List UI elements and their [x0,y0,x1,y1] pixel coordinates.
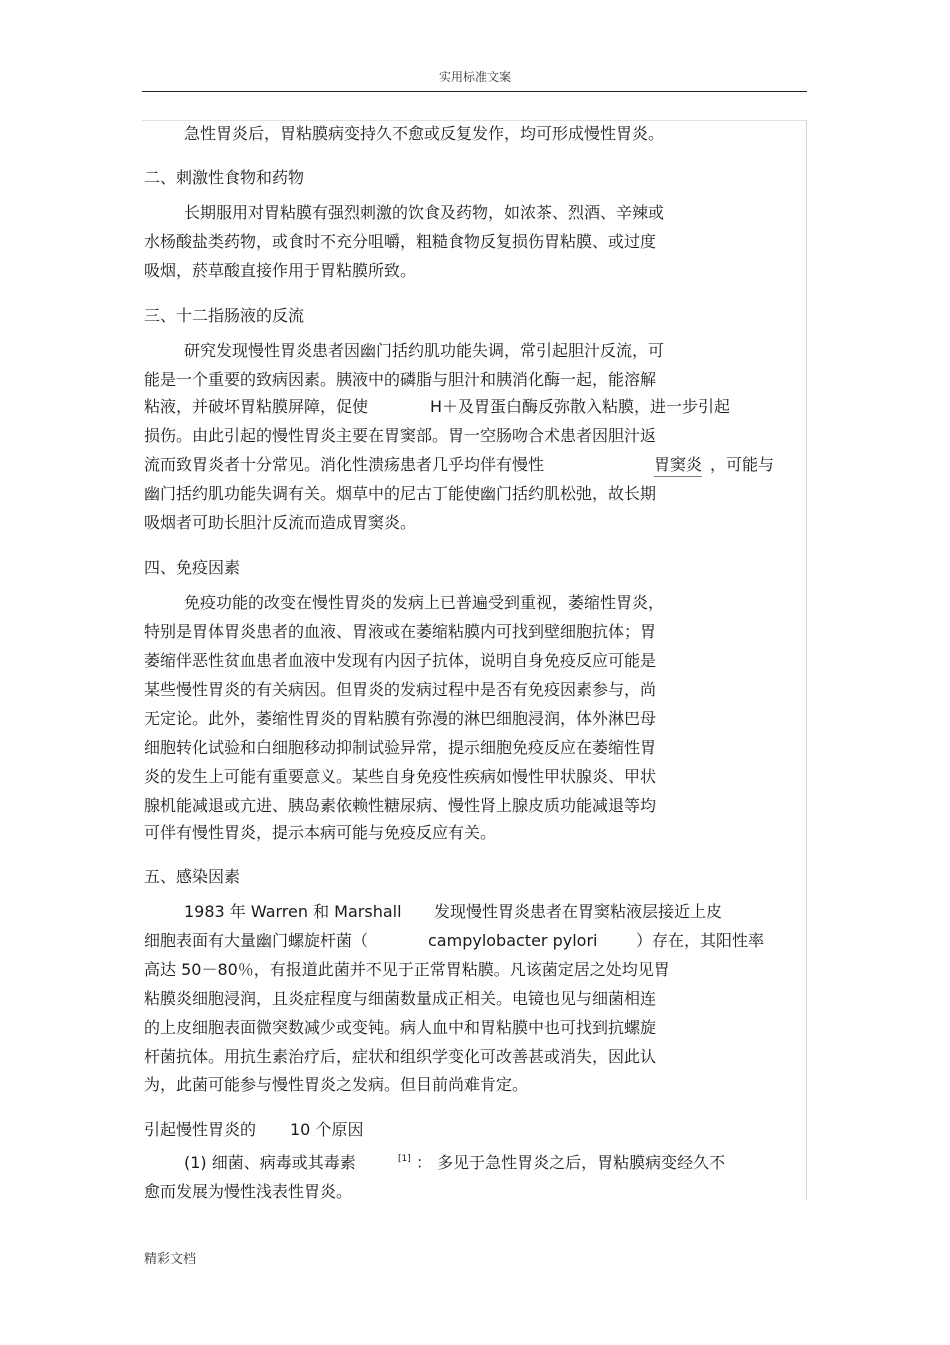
section-heading-irritants: 二、刺激性食物和药物 [144,168,305,187]
gastric-antritis-link[interactable]: 胃窦炎 [654,455,702,477]
text-segment: ： 多见于急性胃炎之后，胃粘膜病变经久不 [416,1153,726,1172]
paragraph-line: 特别是胃体胃炎患者的血液、胃液或在萎缩粘膜内可找到壁细胞抗体；胃 [144,622,657,641]
section-heading-infection: 五、感染因素 [144,867,241,886]
text-segment: ，可能与 [710,455,775,474]
paragraph-line: 长期服用对胃粘膜有强烈刺激的饮食及药物，如浓茶、烈酒、辛辣或 [184,203,665,222]
paragraph-line: 幽门括约肌功能失调有关。烟草中的尼古丁能使幽门括约肌松弛，故长期 [144,484,657,503]
section-heading-duodenal-reflux: 三、十二指肠液的反流 [144,306,305,325]
paragraph-line [184,1153,764,1176]
text-segment: 细胞表面有大量幽门螺旋杆菌（ [144,931,369,950]
paragraph-line: 急性胃炎后，胃粘膜病变持久不愈或反复发作，均可形成慢性胃炎。 [184,124,665,143]
paragraph-line: 某些慢性胃炎的有关病因。但胃炎的发病过程中是否有免疫因素参与，尚 [144,680,657,699]
paragraph-line: 吸烟，菸草酸直接作用于胃粘膜所致。 [144,261,417,280]
text-segment: campylobacter pylori [428,931,598,950]
paragraph-line: 无定论。此外，萎缩性胃炎的胃粘膜有弥漫的淋巴细胞浸润，体外淋巴母 [144,709,657,728]
text-segment: H＋及胃蛋白酶反弥散入粘膜，进一步引起 [430,397,731,416]
text-segment: 引起慢性胃炎的 [144,1120,257,1139]
text-segment: 1983 年 Warren 和 Marshall [184,902,402,921]
text-segment: 发现慢性胃炎患者在胃窦粘液层接近上皮 [434,902,723,921]
paragraph-line: 高达 50－80％，有报道此菌并不见于正常胃粘膜。凡该菌定居之处均见胃 [144,960,670,979]
header-rule [142,91,807,92]
paragraph-line: 水杨酸盐类药物，或食时不充分咀嚼，粗糙食物反复损伤胃粘膜、或过度 [144,232,657,251]
paragraph-line: 粘膜炎细胞浸润，且炎症程度与细菌数量成正相关。电镜也见与细菌相连 [144,989,657,1008]
content-frame-right [806,120,807,1200]
paragraph-line: 损伤。由此引起的慢性胃炎主要在胃窦部。胃一空肠吻合术患者因胆汁返 [144,426,657,445]
section-heading-immune: 四、免疫因素 [144,558,241,577]
paragraph-line: 的上皮细胞表面微突数减少或变钝。病人血中和胃粘膜中也可找到抗螺旋 [144,1018,657,1037]
paragraph-line: 为，此菌可能参与慢性胃炎之发病。但目前尚难肯定。 [144,1075,529,1094]
text-segment: 粘液，并破坏胃粘膜屏障，促使 [144,397,369,416]
text-segment: (1) 细菌、病毒或其毒素 [184,1153,356,1172]
page-header: 实用标准文案 [438,70,511,84]
paragraph-line: 杆菌抗体。用抗生素治疗后，症状和组织学变化可改善甚或消失，因此认 [144,1047,657,1066]
paragraph-line: 可伴有慢性胃炎，提示本病可能与免疫反应有关。 [144,823,497,842]
text-segment: ）存在，其阳性率 [636,931,765,950]
paragraph-line: 吸烟者可助长胆汁反流而造成胃窦炎。 [144,513,417,532]
paragraph-line: 愈而发展为慢性浅表性胃炎。 [144,1182,353,1201]
paragraph-line: 能是一个重要的致病因素。胰液中的磷脂与胆汁和胰消化酶一起，能溶解 [144,370,657,389]
page-footer: 精彩文档 [144,1252,197,1267]
paragraph-line: 炎的发生上可能有重要意义。某些自身免疫性疾病如慢性甲状腺炎、甲状 [144,767,657,786]
footnote-ref[interactable]: [1] [398,1154,411,1164]
paragraph-line: 腺机能减退或亢进、胰岛素依赖性糖尿病、慢性肾上腺皮质功能减退等均 [144,796,657,815]
text-segment: 10 个原因 [290,1120,364,1139]
paragraph-line: 细胞转化试验和白细胞移动抑制试验异常，提示细胞免疫反应在萎缩性胃 [144,738,657,757]
text-segment: 流而致胃炎者十分常见。消化性溃疡患者几乎均伴有慢性 [144,455,545,474]
paragraph-line: 萎缩伴恶性贫血患者血液中发现有内因子抗体，说明自身免疫反应可能是 [144,651,657,670]
content-frame-top [142,120,807,121]
paragraph-line: 免疫功能的改变在慢性胃炎的发病上已普遍受到重视，萎缩性胃炎， [184,593,665,612]
paragraph-line: 研究发现慢性胃炎患者因幽门括约肌功能失调，常引起胆汁反流，可 [184,341,665,360]
